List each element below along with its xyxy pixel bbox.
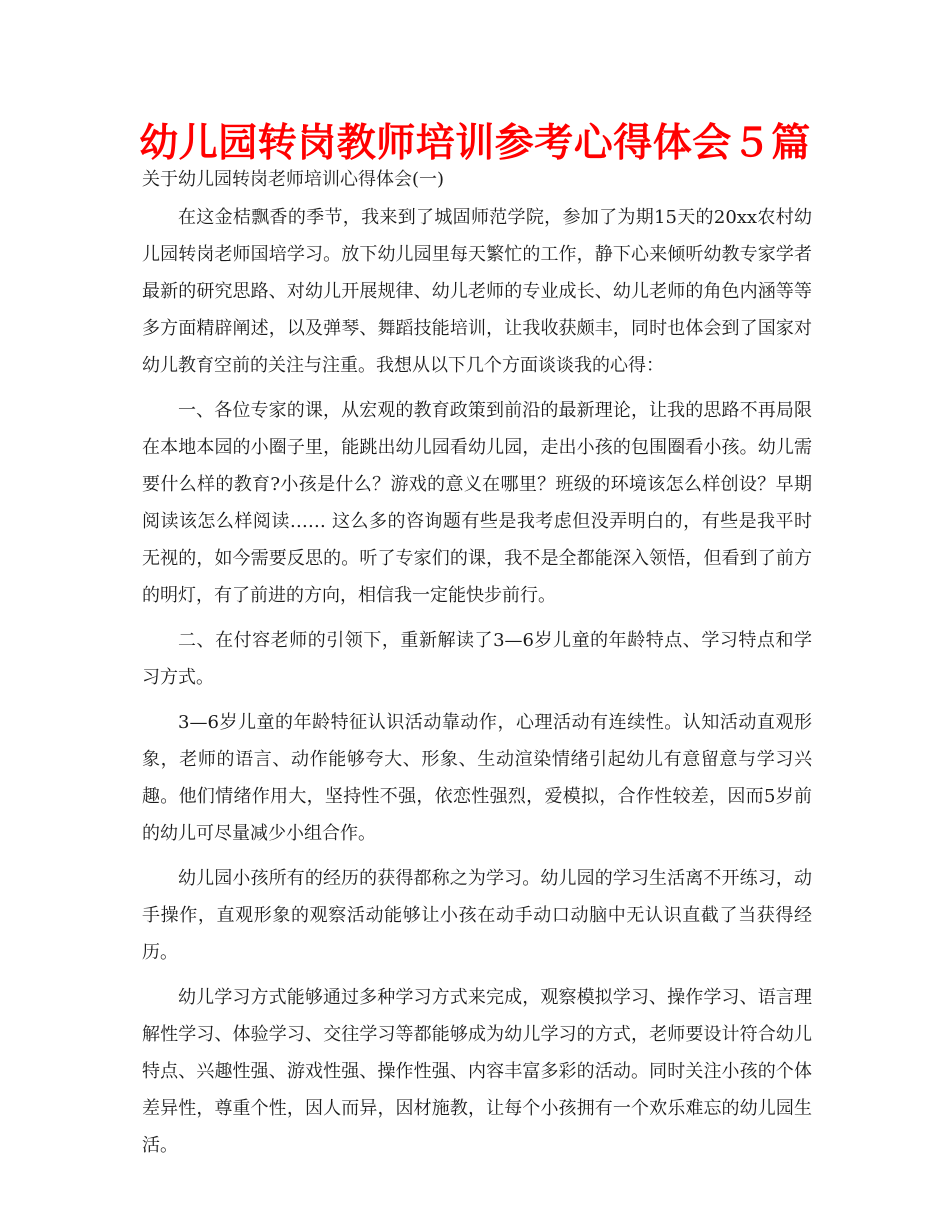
paragraph-6: 幼儿学习方式能够通过多种学习方式来完成，观察模拟学习、操作学习、语言理解性学习、体验学习、交往学习等都能够成为幼儿学习的方式，老师要设计符合幼儿特点、兴趣性强、游戏性强、操作性强、内容丰富多彩的活动。同时关注小孩的个体差异性，尊重个性，因人而异，因材施教，让每个小孩拥有一个欢乐难忘的幼儿园生活。 [142,987,812,1156]
document-title: 幼儿园转岗教师培训参考心得体会５篇 [139,121,811,166]
paragraph-1: 在这金桔飘香的季节，我来到了城固师范学院，参加了为期15天的20xx农村幼儿园转岗老师国培学习。放下幼儿园里每天繁忙的工作，静下心来倾听幼教专家学者最新的研究思路、对幼儿开展规律、幼儿老师的专业成长、幼儿老师的角色内涵等等多方面精辟阐述，以及弹琴、舞蹈技能培训，让我收获颇丰，同时也体会到了国家对幼儿教育空前的关注与注重。我想从以下几个方面谈谈我的心得： [142,207,812,376]
document-body [142,165,812,1172]
section-subtitle: 关于幼儿园转岗老师培训心得体会(一) [142,169,445,190]
paragraph-5: 幼儿园小孩所有的经历的获得都称之为学习。幼儿园的学习生活离不开练习，动手操作，直观形象的观察活动能够让小孩在动手动口动脑中无认识直截了当获得经历。 [142,868,812,963]
paragraph-3: 二、在付容老师的引领下，重新解读了3—6岁儿童的年龄特点、学习特点和学习方式。 [142,630,812,688]
paragraph-2: 一、各位专家的课，从宏观的教育政策到前沿的最新理论，让我的思路不再局限在本地本园的小圈子里，能跳出幼儿园看幼儿园，走出小孩的包围圈看小孩。幼儿需要什么样的教育?小孩是什么？游戏的意义在哪里？班级的环境该怎么样创设？早期阅读该怎么样阅读…… 这么多的咨询题有些是我考虑但没弄明白的，有些是我平时无视的，如今需要反思的。听了专家们的课，我不是全都能深入领悟，但看到了前方的明灯，有了前进的方向，相信我一定能快步前行。 [142,400,812,606]
paragraph-4: 3—6岁儿童的年龄特征认识活动靠动作，心理活动有连续性。认知活动直观形象，老师的语言、动作能够夸大、形象、生动渲染情绪引起幼儿有意留意与学习兴趣。他们情绪作用大，坚持性不强，依恋性强烈，爱模拟，合作性较差，因而5岁前的幼儿可尽量减少小组合作。 [142,712,812,844]
